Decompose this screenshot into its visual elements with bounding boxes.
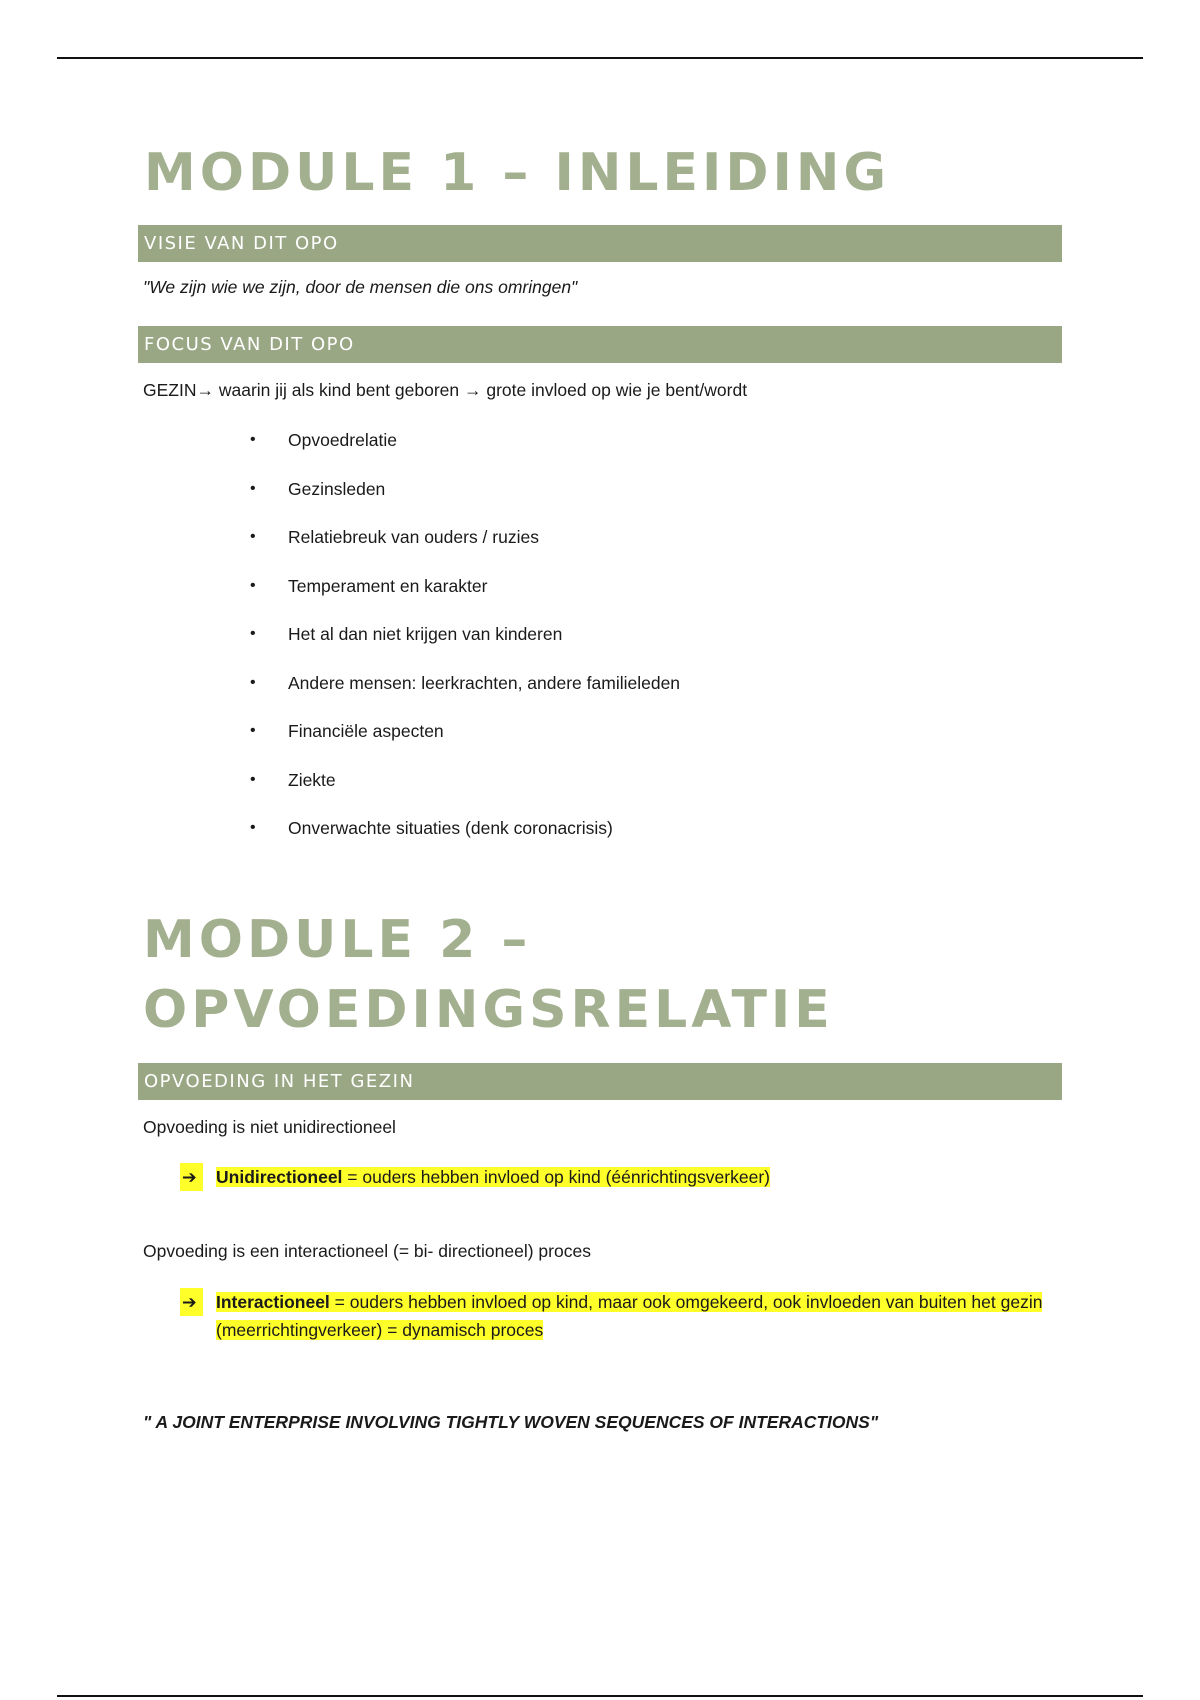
unidirectional-term: Unidirectioneel <box>216 1167 343 1187</box>
list-item: • Andere mensen: leerkrachten, andere familieleden <box>250 667 680 716</box>
focus-heading: FOCUS VAN DIT OPO <box>138 326 1062 363</box>
list-item: • Ziekte <box>250 764 680 813</box>
paragraph-unidirectional: Opvoeding is niet unidirectioneel <box>143 1117 396 1137</box>
module2-title-line1: MODULE 2 – <box>143 910 532 970</box>
list-item: • Gezinsleden <box>250 473 680 522</box>
focus-intro: GEZIN→ waarin jij als kind bent geboren → grote invloed op wie je bent/wordt <box>143 380 748 400</box>
list-item: • Financiële aspecten <box>250 715 680 764</box>
interactional-definition <box>180 1288 1055 1344</box>
header-rule <box>57 57 1143 59</box>
paragraph-interactional: Opvoeding is een interactioneel (= bi- directioneel) proces <box>143 1241 591 1261</box>
interactional-term: Interactioneel <box>216 1292 330 1312</box>
unidirectional-text: = ouders hebben invloed op kind (éénrichtingsverkeer) <box>342 1167 770 1187</box>
arrow-icon: ➔ <box>180 1288 203 1316</box>
interactional-text: = ouders hebben invloed op kind, maar ook omgekeerd, ook invloeden van buiten het gezin (meerrichtingverkeer) = dynamisch proces <box>216 1292 1043 1340</box>
footer-rule <box>57 1695 1143 1697</box>
opvoeding-heading: OPVOEDING IN HET GEZIN <box>138 1063 1062 1100</box>
arrow-icon: ➔ <box>180 1163 203 1191</box>
module2-title-line2: OPVOEDINGSRELATIE <box>143 980 834 1040</box>
list-item: • Onverwachte situaties (denk coronacrisis) <box>250 812 680 861</box>
list-item: • Relatiebreuk van ouders / ruzies <box>250 521 680 570</box>
module1-title: MODULE 1 – INLEIDING <box>144 143 891 203</box>
list-item: • Temperament en karakter <box>250 570 680 619</box>
visie-quote: "We zijn wie we zijn, door de mensen die ons omringen" <box>143 277 578 297</box>
joint-enterprise-quote: " A JOINT ENTERPRISE INVOLVING TIGHTLY WOVEN SEQUENCES OF INTERACTIONS" <box>143 1411 879 1432</box>
list-item: • Opvoedrelatie <box>250 424 680 473</box>
unidirectional-definition <box>180 1163 1050 1191</box>
list-item: • Het al dan niet krijgen van kinderen <box>250 618 680 667</box>
focus-list <box>250 424 680 861</box>
visie-heading: VISIE VAN DIT OPO <box>138 225 1062 262</box>
